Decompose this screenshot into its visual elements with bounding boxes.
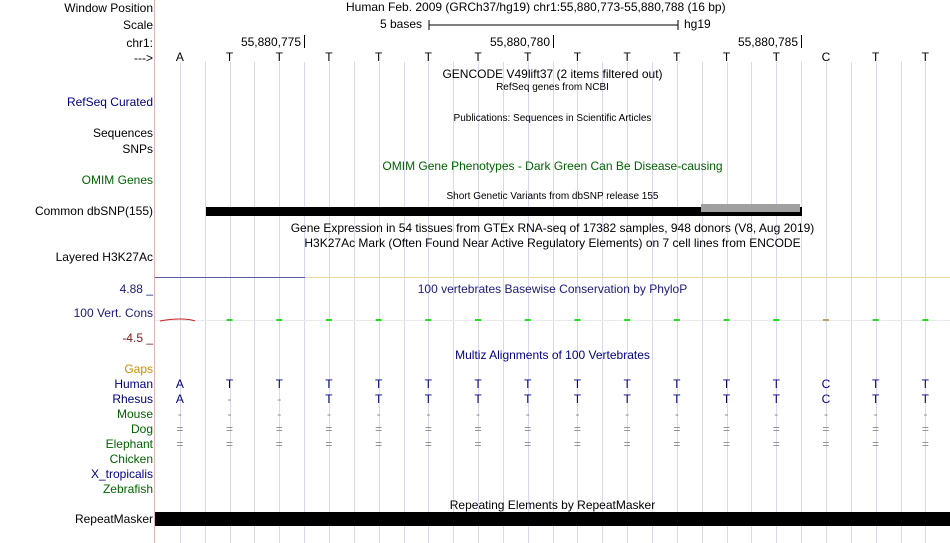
gencode-track-title[interactable]: GENCODE V49lift37 (2 items filtered out): [442, 67, 663, 81]
phylop-max-label: 4.88 _: [119, 282, 153, 296]
base-letter: T: [772, 50, 780, 64]
phylop-score-mark: [773, 319, 779, 321]
alignment-base: =: [424, 422, 432, 436]
alignment-base: =: [822, 422, 830, 436]
species-label-elephant[interactable]: Elephant: [105, 437, 153, 451]
alignment-base: T: [722, 392, 731, 406]
alignment-base: =: [275, 437, 283, 451]
alignment-base: -: [525, 407, 530, 421]
alignment-base: -: [774, 407, 779, 421]
gtex-track-title[interactable]: Gene Expression in 54 tissues from GTEx RNA-seq of 17382 samples, 948 donors (V8, Aug 2019): [290, 221, 815, 235]
alignment-base: C: [821, 392, 831, 406]
alignment-base: =: [772, 437, 780, 451]
alignment-base: =: [524, 437, 532, 451]
alignment-base: -: [823, 407, 828, 421]
h3k27ac-track-title[interactable]: H3K27Ac Mark (Often Found Near Active Regulatory Elements) on 7 cell lines from ENCODE: [304, 236, 801, 250]
alignment-base: =: [573, 422, 581, 436]
scale-assembly: hg19: [684, 17, 711, 31]
alignment-base: T: [424, 377, 433, 391]
species-label-chicken[interactable]: Chicken: [109, 452, 153, 466]
alignment-base: T: [374, 392, 383, 406]
phylop-score-mark: [425, 319, 431, 321]
phylop-track-title[interactable]: 100 vertebrates Basewise Conservation by PhyloP: [417, 282, 688, 296]
alignment-base: =: [723, 437, 731, 451]
scale-bar: [428, 18, 680, 32]
scale-label: Scale: [122, 18, 153, 32]
alignment-base: =: [375, 437, 383, 451]
ruler-tick-label: 55,880,775: [240, 35, 301, 49]
alignment-base: =: [723, 422, 731, 436]
alignment-base: A: [175, 392, 184, 406]
alignment-base: A: [175, 377, 184, 391]
base-letter: T: [474, 50, 482, 64]
alignment-base: T: [573, 377, 582, 391]
alignment-base: -: [476, 407, 481, 421]
ruler-tick-mark: [801, 35, 802, 48]
vert-cons-label[interactable]: 100 Vert. Cons: [73, 306, 153, 320]
alignment-base: =: [921, 422, 929, 436]
alignment-base: =: [623, 437, 631, 451]
alignment-base: =: [872, 422, 880, 436]
phylop-score-mark: [724, 319, 730, 321]
alignment-base: -: [625, 407, 630, 421]
base-letter: T: [374, 50, 383, 64]
alignment-base: T: [673, 392, 681, 406]
alignment-base: -: [426, 407, 431, 421]
phylop-score-mark: [922, 319, 928, 321]
alignment-base: =: [325, 422, 333, 436]
base-letter: T: [921, 50, 930, 64]
phylop-score-mark: [376, 319, 382, 321]
species-label-zebrafish[interactable]: Zebrafish: [102, 482, 153, 496]
alignment-base: T: [474, 377, 482, 391]
alignment-base: =: [673, 422, 681, 436]
base-letter: T: [871, 50, 880, 64]
phylop-score-mark: [525, 319, 531, 321]
species-label-rhesus[interactable]: Rhesus: [112, 392, 153, 406]
alignment-base: T: [921, 392, 930, 406]
alignment-base: -: [575, 407, 580, 421]
window-position-value[interactable]: Human Feb. 2009 (GRCh37/hg19) chr1:55,880,773-55,880,788 (16 bp): [346, 0, 726, 14]
base-letter: C: [821, 50, 831, 64]
alignment-base: T: [623, 377, 631, 391]
alignment-base: -: [923, 407, 928, 421]
alignment-base: -: [277, 392, 282, 406]
phylop-score-mark: [276, 319, 282, 321]
alignment-base: =: [474, 437, 482, 451]
alignment-base: T: [325, 377, 333, 391]
alignment-base: T: [772, 392, 780, 406]
base-letter: T: [275, 50, 283, 64]
base-letter: T: [225, 50, 234, 64]
alignment-base: =: [474, 422, 482, 436]
phylop-score-mark: [574, 319, 580, 321]
base-letter: A: [175, 50, 184, 64]
multiz-track-title[interactable]: Multiz Alignments of 100 Vertebrates: [455, 348, 650, 362]
alignment-base: =: [325, 437, 333, 451]
alignment-base: T: [524, 377, 532, 391]
phylop-signal[interactable]: [155, 312, 950, 328]
alignment-base: T: [275, 377, 283, 391]
alignment-base: =: [226, 437, 234, 451]
alignment-base: T: [921, 377, 930, 391]
alignment-base: -: [326, 407, 331, 421]
alignment-base: -: [277, 407, 282, 421]
alignment-base: T: [871, 377, 880, 391]
publications-track-title[interactable]: Publications: Sequences in Scientific Articles: [453, 113, 652, 124]
alignment-base: T: [424, 392, 433, 406]
species-label-mouse[interactable]: Mouse: [116, 407, 153, 421]
alignment-base: =: [872, 437, 880, 451]
species-label-x_tropicalis[interactable]: X_tropicalis: [90, 467, 153, 481]
alignment-base: =: [176, 422, 184, 436]
h3k27ac-signal-segment: [155, 277, 305, 278]
alignment-base: -: [873, 407, 878, 421]
alignment-base: =: [226, 422, 234, 436]
alignment-base: =: [275, 422, 283, 436]
alignment-base: T: [623, 392, 631, 406]
alignment-base: T: [573, 392, 582, 406]
base-letter: T: [722, 50, 731, 64]
alignment-base: T: [673, 377, 681, 391]
phylop-score-mark: [624, 319, 630, 321]
alignment-base: T: [772, 377, 780, 391]
common-dbsnp-label[interactable]: Common dbSNP(155): [34, 204, 153, 218]
ruler-tick-mark: [304, 35, 305, 48]
alignment-base: T: [474, 392, 482, 406]
ruler-tick-label: 55,880,785: [737, 35, 798, 49]
alignment-base: -: [674, 407, 679, 421]
phylop-score-mark: [873, 319, 879, 321]
alignment-base: =: [524, 422, 532, 436]
alignment-base: =: [673, 437, 681, 451]
alignment-base: =: [573, 437, 581, 451]
alignment-base: C: [821, 377, 831, 391]
alignment-base: T: [871, 392, 880, 406]
base-letter: T: [524, 50, 532, 64]
ruler-tick-mark: [553, 35, 554, 48]
alignment-base: =: [921, 437, 929, 451]
dbsnp-track-title[interactable]: Short Genetic Variants from dbSNP release 155: [446, 191, 659, 202]
alignment-base: =: [424, 437, 432, 451]
phylop-score-mark: [475, 319, 481, 321]
alignment-base: -: [177, 407, 182, 421]
alignment-base: -: [376, 407, 381, 421]
gaps-label[interactable]: Gaps: [124, 362, 153, 376]
layered-h3k27ac-label[interactable]: Layered H3K27Ac: [55, 250, 153, 264]
window-position-label: Window Position: [64, 1, 153, 15]
alignment-base: T: [225, 377, 234, 391]
phylop-score-mark: [674, 319, 680, 321]
base-letter: T: [573, 50, 582, 64]
dbsnp-variant-grey-segment[interactable]: [701, 204, 800, 212]
alignment-base: T: [524, 392, 532, 406]
species-label-human[interactable]: Human: [114, 377, 153, 391]
phylop-score-mark: [326, 319, 332, 321]
repeatmasker-track-title[interactable]: Repeating Elements by RepeatMasker: [449, 498, 656, 512]
phylop-score-mark: [823, 319, 829, 321]
chr-label: chr1:: [126, 36, 153, 50]
repeatmasker-element-bar[interactable]: [155, 512, 950, 526]
alignment-base: -: [227, 392, 232, 406]
sequences-label[interactable]: Sequences: [92, 126, 153, 140]
alignment-base: -: [227, 407, 232, 421]
base-letter: T: [424, 50, 433, 64]
omim-genes-label[interactable]: OMIM Genes: [81, 173, 153, 187]
phylop-score-mark: [227, 319, 233, 321]
base-letter: T: [673, 50, 681, 64]
phylop-min-label: -4.5 _: [122, 331, 153, 345]
repeatmasker-label[interactable]: RepeatMasker: [74, 512, 153, 526]
alignment-base: T: [374, 377, 383, 391]
alignment-base: =: [772, 422, 780, 436]
snps-label[interactable]: SNPs: [122, 142, 153, 156]
ruler-tick-label: 55,880,780: [489, 35, 550, 49]
alignment-base: T: [722, 377, 731, 391]
alignment-base: =: [623, 422, 631, 436]
scale-bar-text: 5 bases: [380, 17, 423, 31]
strand-label: --->: [134, 51, 153, 65]
species-label-dog[interactable]: Dog: [130, 422, 153, 436]
alignment-base: =: [375, 422, 383, 436]
alignment-base: -: [724, 407, 729, 421]
refseq-curated-label[interactable]: RefSeq Curated: [66, 95, 153, 109]
alignment-base: T: [325, 392, 333, 406]
omim-track-title[interactable]: OMIM Gene Phenotypes - Dark Green Can Be Disease-causing: [382, 159, 723, 173]
base-letter: T: [325, 50, 333, 64]
base-letter: T: [623, 50, 631, 64]
alignment-base: =: [822, 437, 830, 451]
alignment-base: =: [176, 437, 184, 451]
refseq-track-title[interactable]: RefSeq genes from NCBI: [496, 82, 609, 93]
